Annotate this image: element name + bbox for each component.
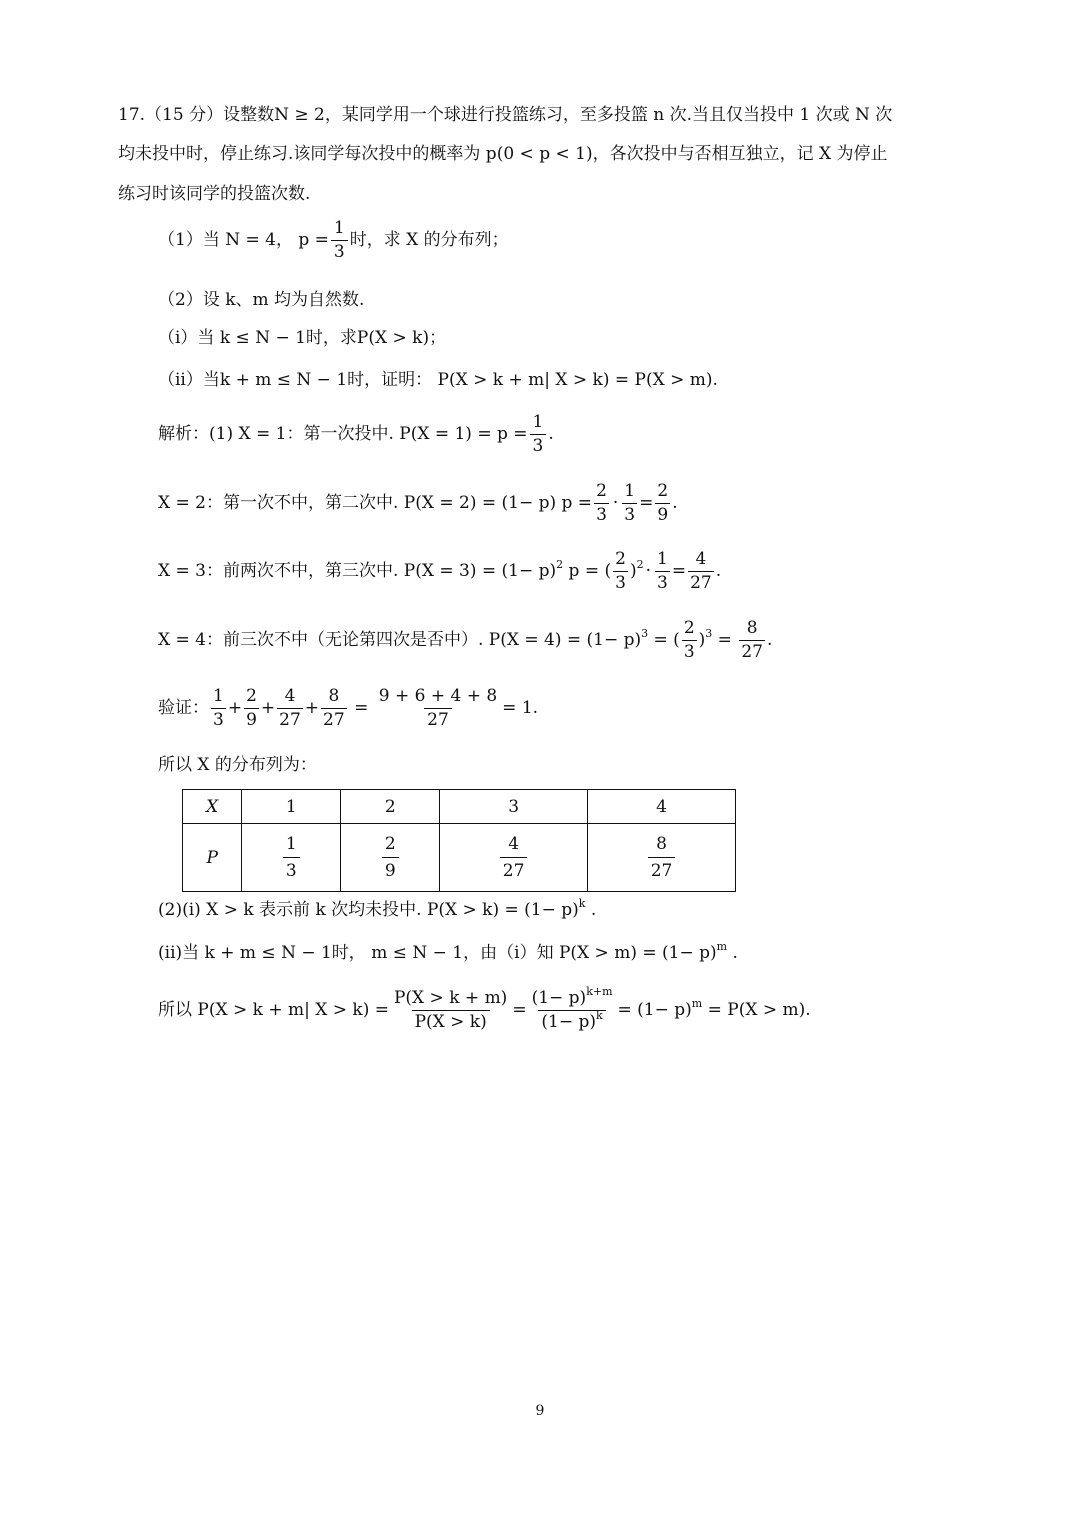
- v-frac-3: $\frac{4}{27}$: [279, 686, 301, 730]
- part-2-ii: (ii)当 k + m ≤ N − 1时， m ≤ N − 1，由（i）知 $P(X > m) = (1- p)^m$ .: [158, 940, 738, 963]
- distribution-table: [182, 789, 736, 892]
- v-frac-4: $\frac{8}{27}$: [323, 686, 345, 730]
- table-cell: $\frac{4}{27}$: [440, 824, 588, 892]
- part-2-i: (2)(i) X > k 表示前 k 次均未投中. $P(X > k) = (1- p)^k$ .: [158, 897, 597, 920]
- solution-x3: X = 3：前两次不中，第三次中. $P(X = 3) = (1- p)^2$ p = ( $\frac{2}{3}$ )$^2$ · $\frac{1}{3}$ = $\frac{4}{27}$ .: [158, 549, 722, 593]
- s4-frac-c: $\frac{8}{27}$: [741, 618, 763, 662]
- question-2-i: （i）当 k ≤ N − 1时，求P(X > k)；: [158, 328, 447, 348]
- page-number: 9: [535, 1403, 545, 1419]
- table-header-cell: 3: [440, 790, 588, 824]
- s3-text: X = 3：前两次不中，第三次中. P(X = 3) = (1− p): [158, 561, 557, 581]
- s4-frac-a: $\frac{2}{3}$: [683, 618, 695, 662]
- s1-fraction: [530, 414, 547, 455]
- table-header-row: [183, 790, 736, 824]
- v-frac-2: $\frac{2}{9}$: [246, 686, 257, 730]
- q1-den: 3: [331, 240, 348, 261]
- question-1: [158, 220, 509, 261]
- table-cell: $\frac{8}{27}$: [588, 824, 736, 892]
- solution-x4: X = 4：前三次不中（无论第四次是否中）. $P(X = 4) = (1- p)^3$ = ( $\frac{2}{3}$ )$^3$ = $\frac{8}{27}$ .: [158, 618, 773, 662]
- problem-line-2: 均未投中时，停止练习.该同学每次投中的概率为 p(0 < p < 1)，各次投中与否相互独立，记 X 为停止: [118, 144, 888, 164]
- s3-frac-b: $\frac{1}{3}$: [656, 549, 668, 593]
- verify-label: 验证：: [158, 698, 209, 718]
- s2-frac-c: $\frac{2}{9}$: [657, 481, 669, 525]
- q1-fraction: [331, 220, 348, 261]
- question-2-ii: （ii）当k + m ≤ N − 1时，证明： P(X > k + m| X > k) = P(X > m).: [158, 370, 718, 390]
- v-frac-1: $\frac{1}{3}$: [213, 686, 224, 730]
- table-intro: 所以 X 的分布列为：: [158, 755, 317, 775]
- table-header-cell: 4: [588, 790, 736, 824]
- s2-frac-a: $\frac{2}{3}$: [596, 481, 607, 525]
- conclusion-line: 所以 P(X > k + m| X > k) = $\frac{P(X > k + m)}{P(X > k)}$ = $\frac{(1- p)^{k+m}}{(1- p)^k}$ = $(1- p)^m = P(X > m)$.: [158, 985, 811, 1032]
- q1-num: 1: [333, 218, 345, 238]
- table-header-cell: X: [183, 790, 242, 824]
- q1-text-pre: （1）当 N = 4， p =: [158, 230, 329, 250]
- s1-num: 1: [532, 412, 544, 432]
- table-cell: $\frac{2}{9}$: [341, 824, 440, 892]
- s2-text: X = 2：第一次不中，第二次中. P(X = 2) = (1− p) p =: [158, 493, 593, 513]
- s1-den: 3: [530, 434, 547, 455]
- table-header-cell: 1: [242, 790, 341, 824]
- v-sum-frac: $\frac{9 + 6 + 4 + 8}{27}$: [378, 686, 498, 730]
- problem-line-1: 17.（15 分）设整数N ≥ 2，某同学用一个球进行投篮练习，至多投篮 n 次.当且仅当投中 1 次或 N 次: [118, 105, 893, 125]
- table-row: [183, 824, 736, 892]
- solution-x1: 解析：(1) X = 1：第一次投中. P(X = 1) = p = $\frac{1}{3}$ .: [158, 412, 554, 456]
- s3-frac-c: $\frac{4}{27}$: [690, 549, 712, 593]
- conc-frac-1: $\frac{P(X > k + m)}{P(X > k)}$: [393, 988, 508, 1032]
- q1-text-post: 时，求 X 的分布列；: [349, 230, 509, 250]
- s2-frac-b: $\frac{1}{3}$: [624, 481, 636, 525]
- table-row-label: P: [183, 824, 242, 892]
- conc-frac-2: $\frac{(1- p)^{k+m}}{(1- p)^k}$: [531, 985, 613, 1032]
- problem-line-3: 练习时该同学的投篮次数.: [118, 184, 311, 204]
- question-2: （2）设 k、m 均为自然数.: [158, 290, 365, 310]
- s4-text: X = 4：前三次不中（无论第四次是否中）. P(X = 4) = (1− p): [158, 630, 642, 650]
- s3-frac-a: $\frac{2}{3}$: [615, 549, 626, 593]
- s1-text: 解析：(1) X = 1：第一次投中. P(X = 1) = p =: [158, 424, 528, 444]
- verification-line: 验证： $\frac{1}{3}$ + $\frac{2}{9}$ + $\frac{4}{27}$ + $\frac{8}{27}$ = $\frac{9 + 6 + 4 + 8}{27}$ = 1.: [158, 686, 539, 730]
- table-cell: $\frac{1}{3}$: [242, 824, 341, 892]
- solution-x2: X = 2：第一次不中，第二次中. P(X = 2) = (1− p) p = $\frac{2}{3}$ · $\frac{1}{3}$ = $\frac{2}{9}$ .: [158, 481, 678, 525]
- table-header-cell: 2: [341, 790, 440, 824]
